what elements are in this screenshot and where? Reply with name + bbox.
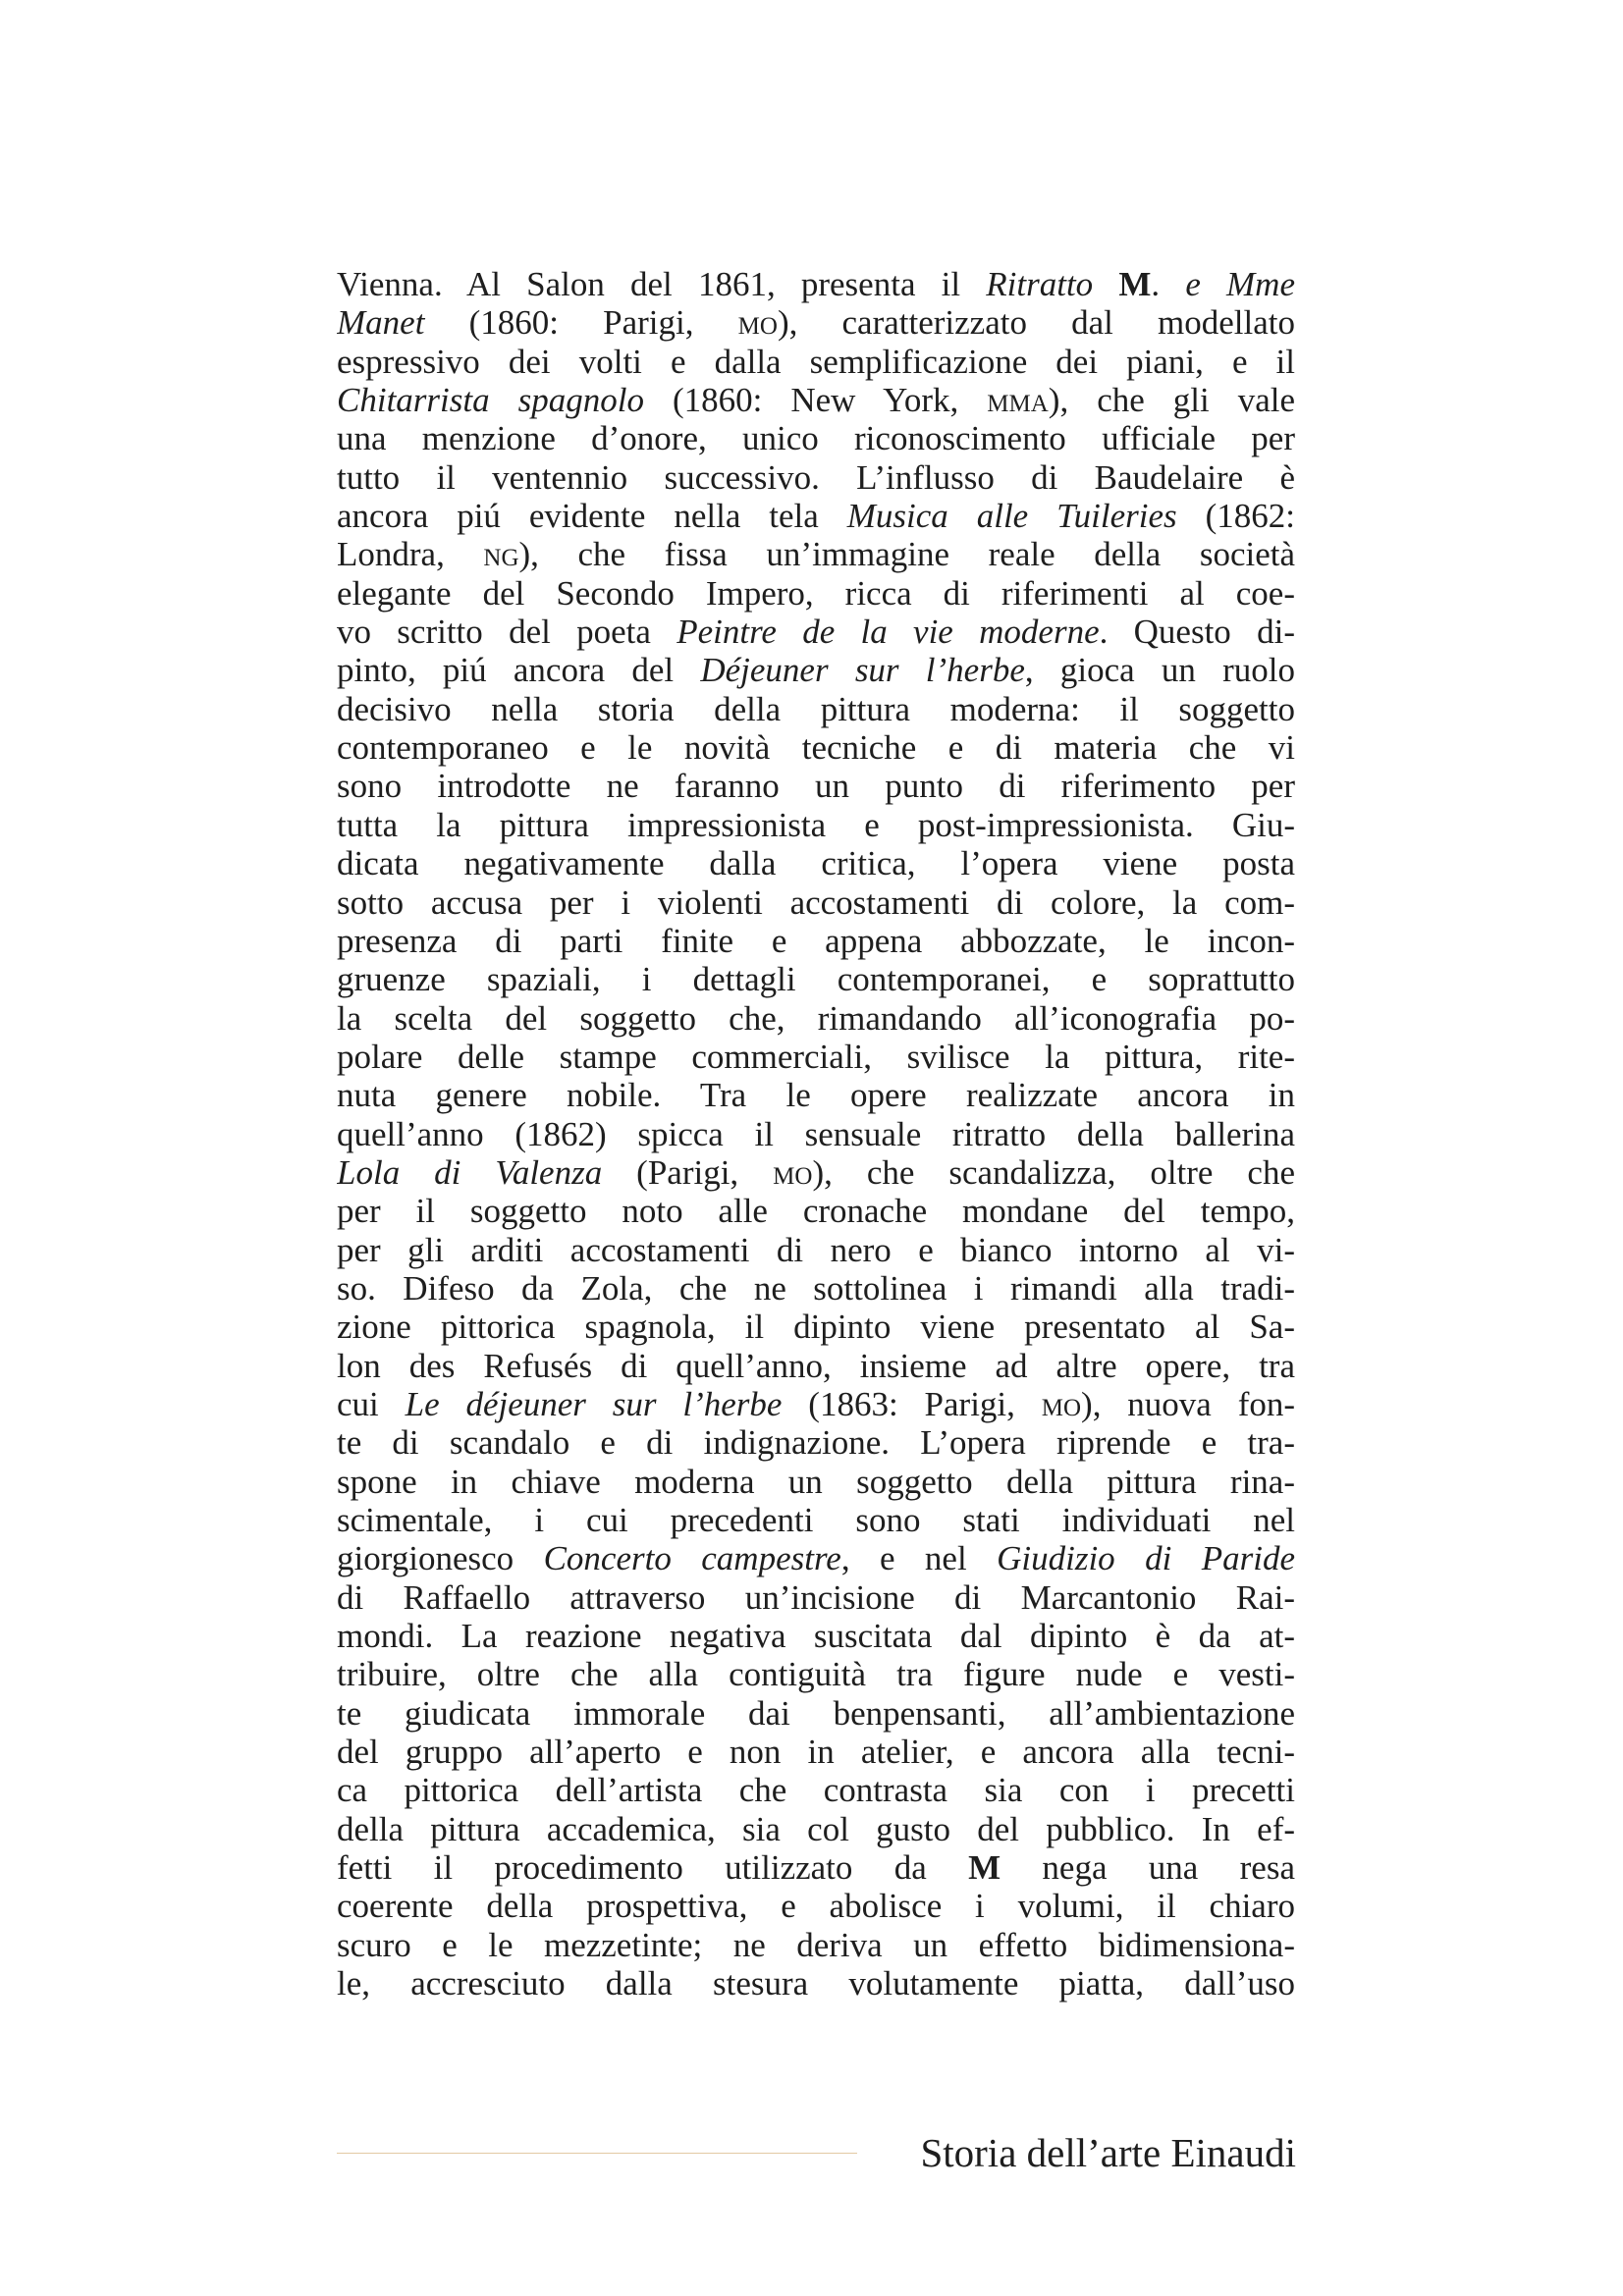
text-run: Londra,	[337, 535, 484, 574]
text-run: (Parigi,	[602, 1152, 774, 1192]
text-run: del gruppo all’aperto e non in atelier, e ancora alla tecni-	[337, 1733, 1295, 1772]
text-run: tribuire, oltre che alla contiguità tra figure nude e vesti-	[337, 1655, 1295, 1694]
text-line	[337, 343, 1295, 381]
text-run: gruenze spaziali, i dettagli contemporanei, e soprattutto	[337, 960, 1295, 999]
text-line	[337, 1269, 1295, 1308]
text-run: (1860: New York,	[643, 381, 988, 420]
text-run: espressivo dei volti e dalla semplificazione dei piani, e il	[337, 342, 1295, 381]
text-line	[337, 1926, 1295, 1964]
text-line	[337, 1038, 1295, 1076]
italic-title: Giudizio di Paride	[997, 1539, 1295, 1578]
text-run: mondi. La reazione negativa suscitata dal dipinto è da at-	[337, 1617, 1295, 1656]
italic-title: Manet	[337, 303, 425, 343]
text-run: (1863: Parigi,	[782, 1384, 1042, 1423]
text-run: ancora piú evidente nella tela	[337, 497, 847, 536]
footer-rule	[337, 2153, 857, 2154]
text-run: (1862:	[1176, 497, 1295, 536]
text-run: so. Difeso da Zola, che ne sottolinea i rimandi alla tradi-	[337, 1268, 1295, 1308]
text-run: . Questo di-	[1099, 613, 1295, 652]
text-run: ca pittorica dell’artista che contrasta sia con i precetti	[337, 1771, 1295, 1810]
italic-title: Déjeuner sur l’herbe	[700, 651, 1025, 690]
text-line	[337, 1347, 1295, 1385]
text-run: ), nuova fon-	[1081, 1384, 1295, 1423]
text-run: scimentale, i cui precedenti sono stati individuati nel	[337, 1501, 1295, 1539]
italic-title: Concerto campestre	[543, 1539, 841, 1578]
text-run: tutta la pittura impressionista e post-impressionista. Giu-	[337, 805, 1295, 844]
text-line	[337, 574, 1295, 613]
museum-abbreviation: ng	[483, 535, 519, 574]
text-run: , gioca un ruolo	[1024, 651, 1295, 690]
text-line	[337, 265, 1295, 303]
text-line	[337, 613, 1295, 651]
text-run: vo scritto del poeta	[337, 613, 677, 652]
text-run: per il soggetto noto alle cronache mondane del tempo,	[337, 1192, 1295, 1231]
text-run: della pittura accademica, sia col gusto del pubblico. In ef-	[337, 1809, 1295, 1848]
body-text	[337, 265, 1295, 2002]
museum-abbreviation: mo	[773, 1152, 813, 1192]
text-run	[1093, 265, 1118, 303]
text-run: quell’anno (1862) spicca il sensuale ritratto della ballerina	[337, 1114, 1295, 1153]
text-line	[337, 1423, 1295, 1462]
italic-title: Musica alle Tuileries	[846, 497, 1177, 536]
text-line	[337, 651, 1295, 689]
text-run: di Raffaello attraverso un’incisione di Marcantonio Rai-	[337, 1577, 1295, 1617]
text-line	[337, 1115, 1295, 1153]
text-run: nega una resa	[1001, 1848, 1295, 1888]
bold-initial: M	[968, 1848, 1001, 1888]
text-line	[337, 1578, 1295, 1617]
text-line	[337, 381, 1295, 419]
text-line	[337, 1964, 1295, 2002]
text-run: fetti il procedimento utilizzato da	[337, 1848, 969, 1888]
museum-abbreviation: mo	[737, 303, 778, 343]
text-run: zione pittorica spagnola, il dipinto viene presentato al Sa-	[337, 1308, 1295, 1347]
text-run: per gli arditi accostamenti di nero e bianco intorno al vi-	[337, 1230, 1295, 1269]
text-run: sotto accusa per i violenti accostamenti di colore, la com-	[337, 882, 1295, 922]
text-line	[337, 999, 1295, 1038]
italic-title: Chitarrista spagnolo	[337, 381, 644, 420]
text-line	[337, 1617, 1295, 1655]
text-line	[337, 1231, 1295, 1269]
text-line	[337, 1501, 1295, 1539]
text-run: te giudicata immorale dai benpensanti, all’ambientazione	[337, 1693, 1295, 1733]
text-line	[337, 806, 1295, 844]
italic-title: Lola di Valenza	[337, 1152, 603, 1192]
text-line	[337, 1308, 1295, 1346]
text-run: sono introdotte ne faranno un punto di riferimento per	[337, 767, 1295, 806]
text-line	[337, 1887, 1295, 1925]
text-run: le, accresciuto dalla stesura volutamente piatta, dall’uso	[337, 1964, 1295, 2003]
text-run: contemporaneo e le novità tecniche e di materia che vi	[337, 728, 1295, 768]
italic-title: e Mme	[1185, 265, 1295, 303]
text-line	[337, 1848, 1295, 1887]
museum-abbreviation: mo	[1041, 1384, 1082, 1423]
text-line	[337, 1192, 1295, 1230]
text-run: ), che fissa un’immagine reale della società	[518, 535, 1295, 574]
italic-title: Peintre de la vie moderne	[676, 613, 1100, 652]
text-run: dicata negativamente dalla critica, l’opera viene posta	[337, 844, 1295, 883]
text-run: spone in chiave moderna un soggetto della pittura rina-	[337, 1462, 1295, 1501]
text-run: ), che scandalizza, oltre che	[812, 1152, 1295, 1192]
text-run: nuta genere nobile. Tra le opere realizzate ancora in	[337, 1076, 1295, 1115]
text-run: ), che gli vale	[1048, 381, 1295, 420]
text-run: Vienna. Al Salon del 1861, presenta il	[337, 265, 987, 303]
text-run: te di scandalo e di indignazione. L’opera riprende e tra-	[337, 1423, 1295, 1463]
text-line	[337, 535, 1295, 573]
text-run: polare delle stampe commerciali, svilisce la pittura, rite-	[337, 1037, 1295, 1076]
text-run: una menzione d’onore, unico riconoscimento ufficiale per	[337, 419, 1295, 458]
text-run: pinto, piú ancora del	[337, 651, 701, 690]
text-run: la scelta del soggetto che, rimandando all’iconografia po-	[337, 998, 1295, 1038]
footer-title: Storia dell’arte Einaudi	[920, 2130, 1296, 2175]
text-line	[337, 1655, 1295, 1693]
text-line	[337, 960, 1295, 998]
text-line	[337, 1733, 1295, 1771]
text-line	[337, 1153, 1295, 1192]
text-line	[337, 1463, 1295, 1501]
text-line	[337, 728, 1295, 767]
text-run: cui	[337, 1384, 406, 1423]
text-run: presenza di parti finite e appena abbozzate, le incon-	[337, 921, 1295, 960]
text-line	[337, 922, 1295, 960]
text-run: .	[1151, 265, 1186, 303]
text-line	[337, 419, 1295, 457]
text-line	[337, 458, 1295, 497]
text-run: (1860: Parigi,	[424, 303, 738, 343]
text-line	[337, 767, 1295, 805]
text-line	[337, 1385, 1295, 1423]
text-run: giorgionesco	[337, 1539, 544, 1578]
text-run: , e nel	[840, 1539, 998, 1578]
text-line	[337, 1076, 1295, 1114]
text-run: tutto il ventennio successivo. L’influsso di Baudelaire è	[337, 457, 1295, 497]
text-run: decisivo nella storia della pittura moderna: il soggetto	[337, 689, 1295, 728]
text-line	[337, 1539, 1295, 1577]
text-run: coerente della prospettiva, e abolisce i volumi, il chiaro	[337, 1887, 1295, 1926]
text-line	[337, 883, 1295, 922]
text-line	[337, 303, 1295, 342]
italic-title: Ritratto	[986, 265, 1094, 303]
italic-title: Le déjeuner sur l’herbe	[405, 1384, 783, 1423]
text-line	[337, 1771, 1295, 1809]
text-line	[337, 1810, 1295, 1848]
bold-initial: M	[1118, 265, 1152, 303]
text-run: ), caratterizzato dal modellato	[777, 303, 1295, 343]
text-line	[337, 497, 1295, 535]
text-line	[337, 1694, 1295, 1733]
text-run: lon des Refusés di quell’anno, insieme ad altre opere, tra	[337, 1346, 1295, 1385]
text-line	[337, 844, 1295, 882]
museum-abbreviation: mma	[987, 381, 1049, 420]
text-run: scuro e le mezzetinte; ne deriva un effetto bidimensiona-	[337, 1925, 1295, 1964]
text-line	[337, 690, 1295, 728]
text-run: elegante del Secondo Impero, ricca di riferimenti al coe-	[337, 573, 1295, 613]
